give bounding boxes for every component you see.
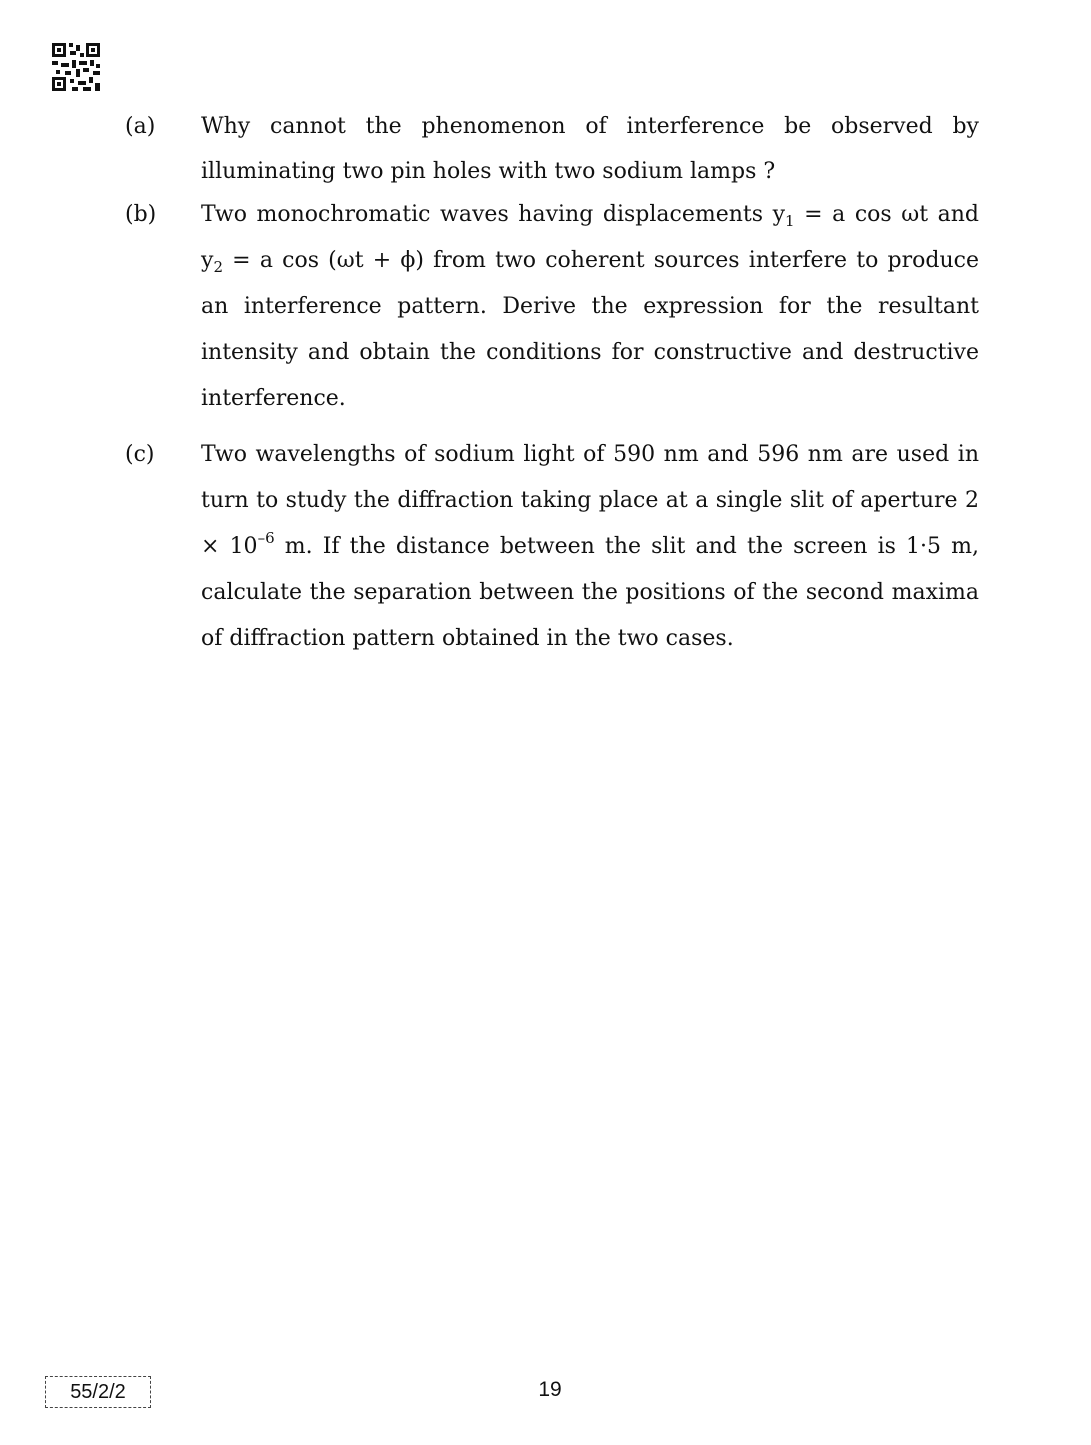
question-b-text-3: = a cos (ωt + ϕ) from two coherent sources interfere to produce an interference pattern. Derive the expression for the resultant intensity and obtain the conditions for constructive and destructive interference.: [201, 248, 979, 411]
question-c-label: (c): [125, 442, 155, 467]
question-b-label: (b): [125, 202, 157, 227]
subscript-1: 1: [785, 212, 795, 230]
question-c-text-1: Two wavelengths of sodium light of 590 nm and 596 nm are used in turn to study the diffraction taking place at a single slit of aperture 2 × 10: [201, 442, 979, 559]
question-b-text-1: Two monochromatic waves having displacements y: [201, 202, 786, 227]
subscript-2: 2: [213, 258, 223, 276]
page-number: 19: [538, 1378, 562, 1401]
question-b-text-2: = a cos ωt and y: [201, 202, 979, 273]
paper-code-box: 55/2/2: [45, 1376, 151, 1408]
exponent: –6: [257, 529, 275, 547]
question-b-text: [201, 192, 979, 422]
qr-code-icon: [52, 43, 100, 91]
question-c-text-2: m. If the distance between the slit and the screen is 1·5 m, calculate the separation between the positions of the second maxima of diffraction pattern obtained in the two cases.: [201, 534, 979, 651]
question-a-label: (a): [125, 114, 156, 139]
question-c-text: [201, 432, 979, 662]
question-a-text: Why cannot the phenomenon of interference be observed by illuminating two pin holes with two sodium lamps ?: [201, 114, 979, 184]
